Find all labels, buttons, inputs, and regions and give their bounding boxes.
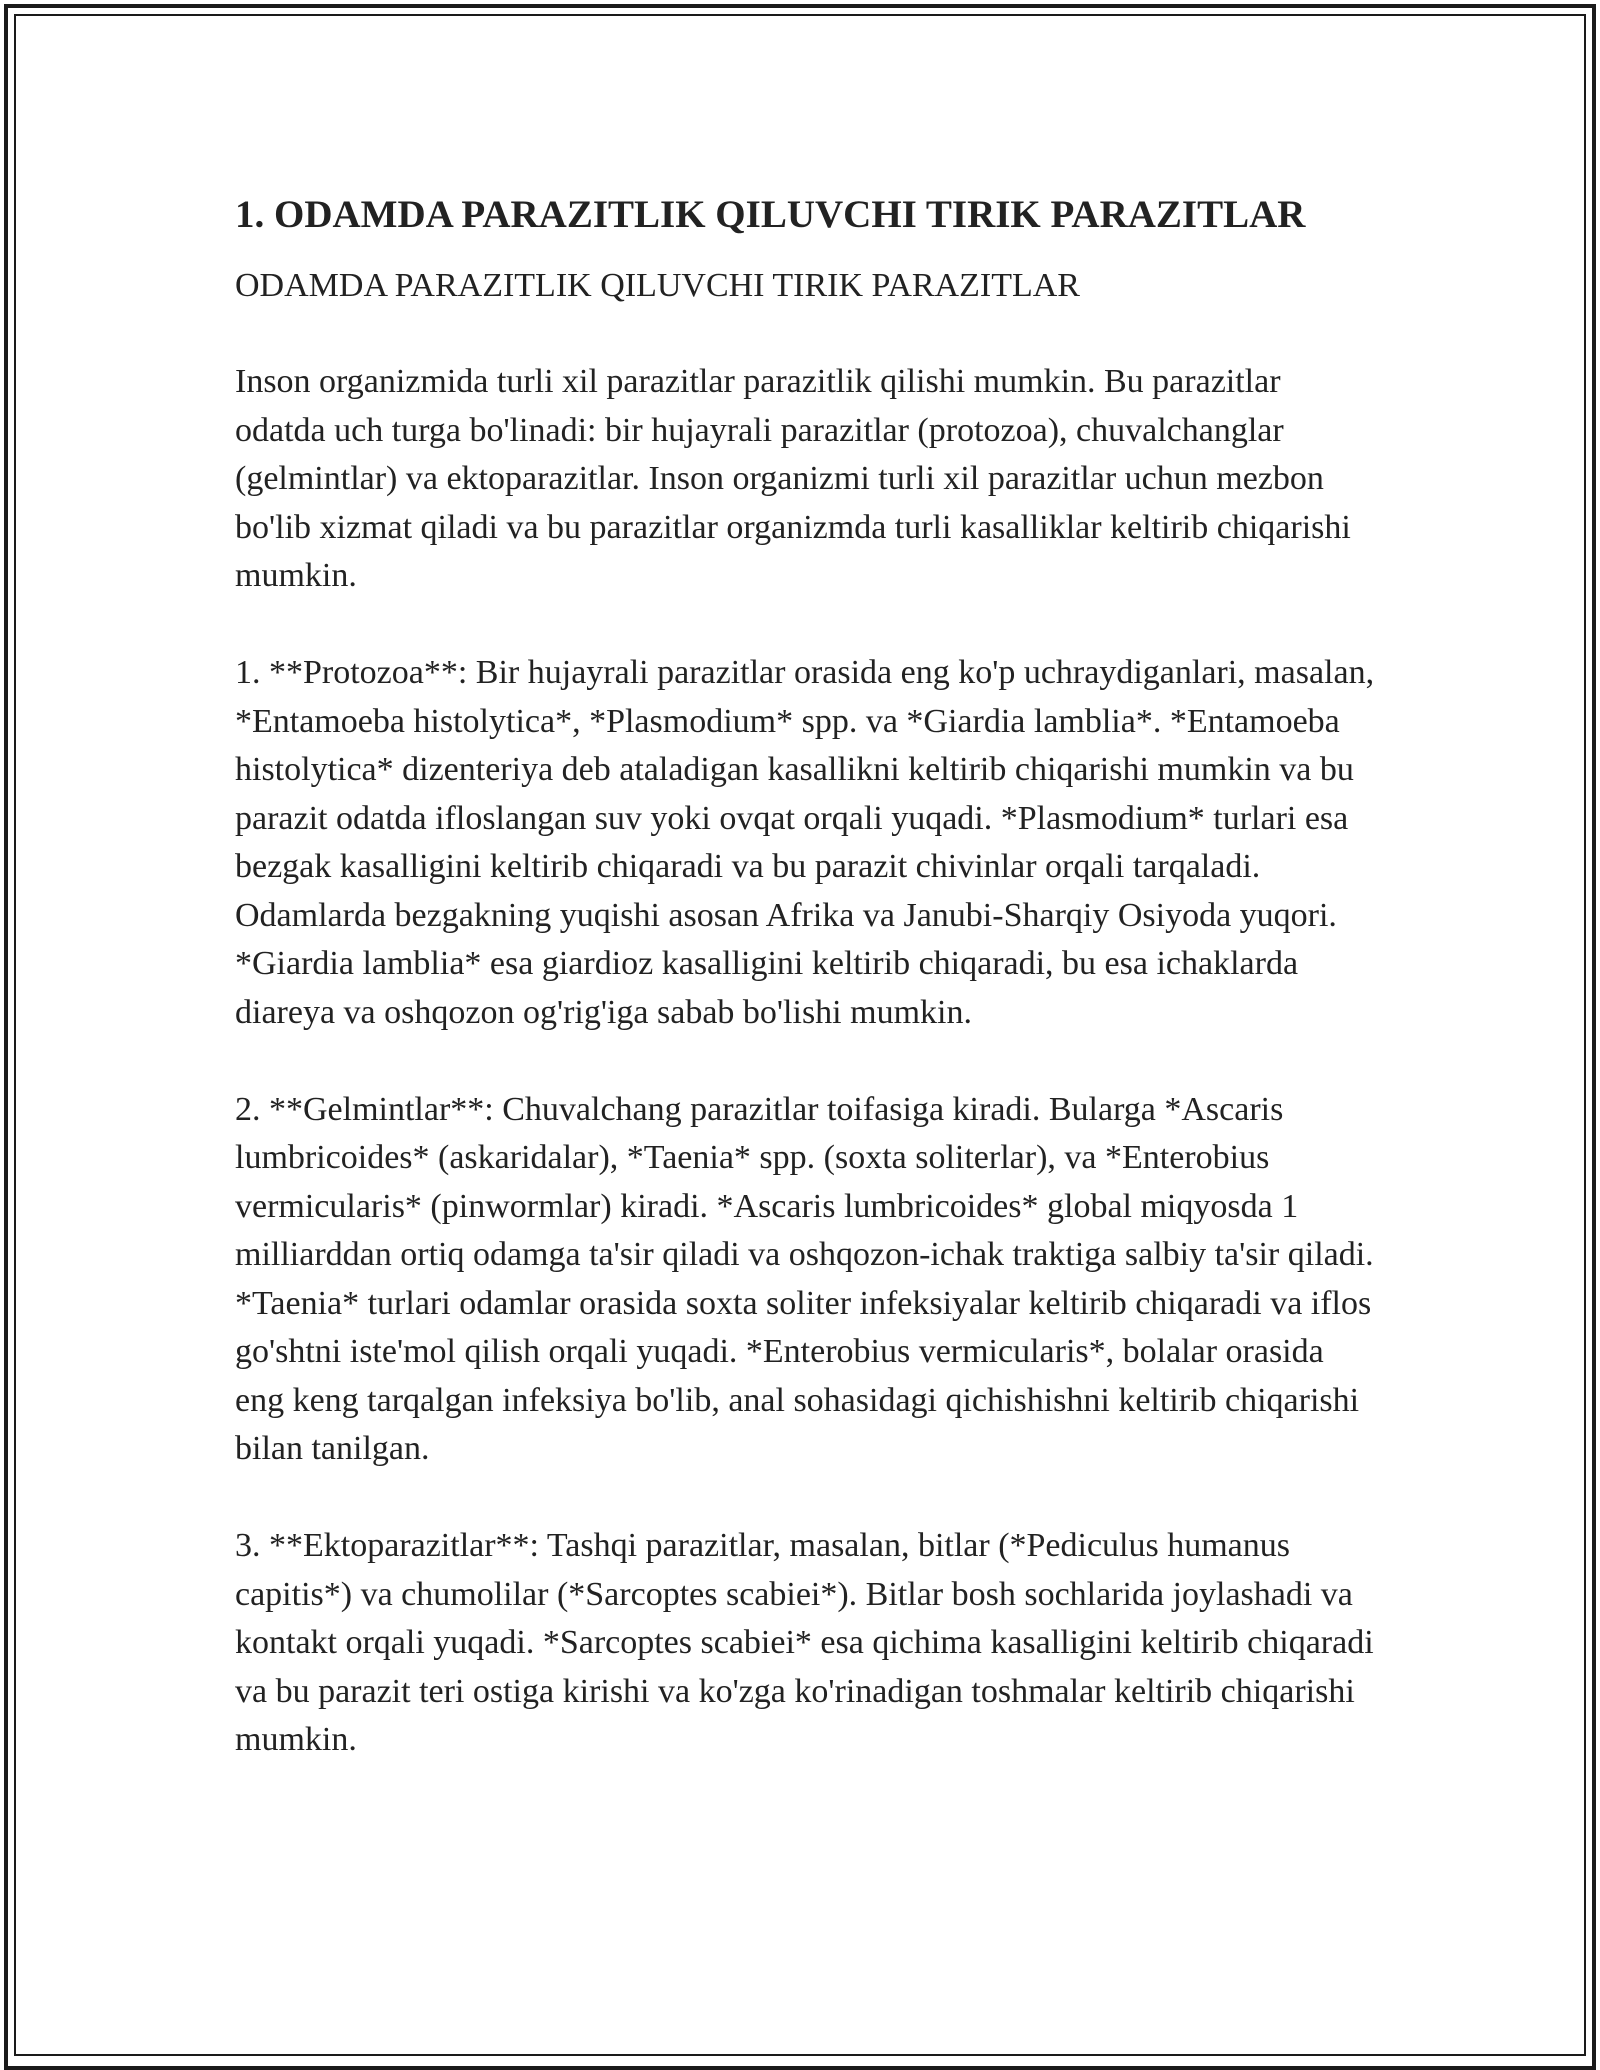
paragraph-protozoa: 1. **Protozoa**: Bir hujayrali parazitlar orasida eng ko'p uchraydiganlari, masalan, *Entamoeba histolytica*, *Plasmodium* spp. va *Giardia lamblia*. *Entamoeba histolytica* dizenteriya deb ataladigan kasallikni keltirib chiqarishi mumkin va bu parazit odatda ifloslangan suv yoki ovqat orqali yuqadi. *Plasmodium* turlari esa bezgak kasalligini keltirib chiqaradi va bu parazit chivinlar orqali tarqaladi. Odamlarda bezgakning yuqishi asosan Afrika va Janubi-Sharqiy Osiyoda yuqori. *Giardia lamblia* esa giardioz kasalligini keltirib chiqaradi, bu esa ichaklarda diareya va oshqozon og'rig'iga sabab bo'lishi mumkin. — [235, 654, 1375, 1031]
document-subtitle: ODAMDA PARAZITLIK QILUVCHI TIRIK PARAZITLAR — [235, 267, 1080, 304]
document-title: 1. ODAMDA PARAZITLIK QILUVCHI TIRIK PARAZITLAR — [235, 193, 1306, 236]
paragraph-gelmintlar: 2. **Gelmintlar**: Chuvalchang parazitlar toifasiga kiradi. Bularga *Ascaris lumbricoides* (askaridalar), *Taenia* spp. (soxta soliterlar), va *Enterobius vermicularis* (pinwormlar) kiradi. *Ascaris lumbricoides* global miqyosda 1 milliarddan ortiq odamga ta'sir qiladi va oshqozon-ichak traktiga salbiy ta'sir qiladi. *Taenia* turlari odamlar orasida soxta soliter infeksiyalar keltirib chiqaradi va iflos go'shtni iste'mol qilish orqali yuqadi. *Enterobius vermicularis*, bolalar orasida eng keng tarqalgan infeksiya bo'lib, anal sohasidagi qichishishni keltirib chiqarishi bilan tanilgan. — [235, 1090, 1374, 1467]
paragraph-intro: Inson organizmida turli xil parazitlar parazitlik qilishi mumkin. Bu parazitlar odatda uch turga bo'linadi: bir hujayrali parazitlar (protozoa), chuvalchanglar (gelmintlar) va ektoparazitlar. Inson organizmi turli xil parazitlar uchun mezbon bo'lib xizmat qiladi va bu parazitlar organizmda turli kasalliklar keltirib chiqarishi mumkin. — [235, 363, 1351, 594]
paragraph-ektoparazitlar: 3. **Ektoparazitlar**: Tashqi parazitlar, masalan, bitlar (*Pediculus humanus capitis*) va chumolilar (*Sarcoptes scabiei*). Bitlar bosh sochlarida joylashadi va kontakt orqali yuqadi. *Sarcoptes scabiei* esa qichima kasalligini keltirib chiqaradi va bu parazit teri ostiga kirishi va ko'zga ko'rinadigan toshmalar keltirib chiqarishi mumkin. — [235, 1527, 1374, 1758]
document-body — [235, 188, 1375, 1813]
